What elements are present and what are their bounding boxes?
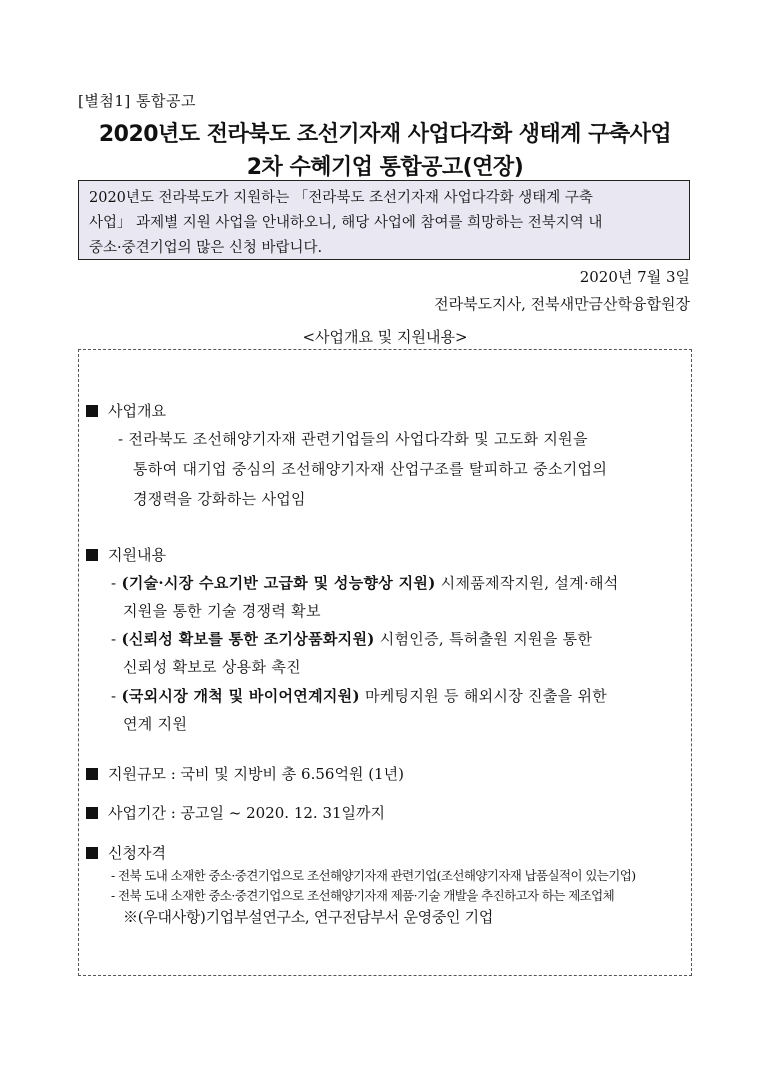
period-section (86, 802, 385, 823)
support-item-1-title: (기술·시장 수요기반 고급화 및 성능향상 지원) (121, 574, 436, 592)
issuer: 전라북도지사, 전북새만금산학융합원장 (434, 295, 690, 313)
support-item-1-cont: 지원을 통한 기술 경쟁력 확보 (123, 602, 321, 620)
section-subheading: <사업개요 및 지원내용> (302, 328, 468, 346)
scale-text: 지원규모 : 국비 및 지방비 총 6.56억원 (1년) (108, 765, 404, 783)
document-title-line1: 2020년도 전라북도 조선기자재 사업다각화 생태계 구축사업 (98, 122, 672, 147)
period-text: 사업기간 : 공고일 ~ 2020. 12. 31일까지 (108, 804, 386, 822)
support-item-2-cont: 신뢰성 확보로 상용화 촉진 (123, 658, 301, 676)
eligibility-line: - 전북 도내 소재한 중소·중견기업으로 조선해양기자재 제품·기술 개발을 추진하고자 하는 제조업체 (111, 888, 615, 903)
support-item-2: - (신뢰성 확보를 통한 조기상품화지원) 시험인증, 특허출원 지원을 통한 (111, 630, 593, 648)
support-item-1: - (기술·시장 수요기반 고급화 및 성능향상 지원) 시제품제작지원, 설계·해석 (111, 574, 619, 592)
scale-section (86, 763, 404, 784)
document-title-line2: 2차 수혜기업 통합공고(연장) (246, 155, 524, 180)
eligibility-line: - 전북 도내 소재한 중소·중견기업으로 조선해양기자재 관련기업(조선해양기자재 납품실적이 있는기업) (111, 868, 636, 883)
square-bullet-icon (86, 768, 98, 780)
overview-heading-text: 사업개요 (108, 402, 166, 420)
support-item-2-title: (신뢰성 확보를 통한 조기상품화지원) (121, 630, 375, 648)
support-item-3-cont: 연계 지원 (123, 715, 188, 733)
square-bullet-icon (86, 549, 98, 561)
support-item-3: - (국외시장 개척 및 바이어연계지원) 마케팅지원 등 해외시장 진출을 위한 (111, 687, 608, 705)
intro-line: 2020년도 전라북도가 지원하는 「전라북도 조선기자재 사업다각화 생태계 구축 (89, 190, 593, 206)
attachment-label: [별첨1] 통합공고 (78, 92, 196, 110)
intro-line: 사업」 과제별 지원 사업을 안내하오니, 해당 사업에 참여를 희망하는 전북지역 내 (89, 215, 603, 231)
overview-line: 경쟁력을 강화하는 사업임 (133, 490, 306, 508)
intro-line: 중소·중견기업의 많은 신청 바랍니다. (89, 240, 323, 256)
support-heading-text: 지원내용 (108, 546, 166, 564)
eligibility-heading (86, 842, 166, 863)
support-heading (86, 544, 166, 565)
square-bullet-icon (86, 807, 98, 819)
square-bullet-icon (86, 847, 98, 859)
support-item-3-title: (국외시장 개척 및 바이어연계지원) (121, 687, 360, 705)
intro-box (78, 180, 690, 260)
square-bullet-icon (86, 405, 98, 417)
support-item-3-desc: 마케팅지원 등 해외시장 진출을 위한 (359, 687, 608, 705)
support-item-2-desc: 시험인증, 특허출원 지원을 통한 (374, 630, 593, 648)
eligibility-note: ※(우대사항)기업부설연구소, 연구전담부서 운영중인 기업 (123, 908, 494, 926)
overview-line: 통하여 대기업 중심의 조선해양기자재 산업구조를 탈피하고 중소기업의 (133, 460, 608, 478)
overview-line: - 전라북도 조선해양기자재 관련기업들의 사업다각화 및 고도화 지원을 (118, 430, 588, 448)
announcement-date: 2020년 7월 3일 (579, 268, 690, 286)
eligibility-heading-text: 신청자격 (108, 844, 166, 862)
support-item-1-desc: 시제품제작지원, 설계·해석 (435, 574, 619, 592)
overview-heading (86, 400, 166, 421)
